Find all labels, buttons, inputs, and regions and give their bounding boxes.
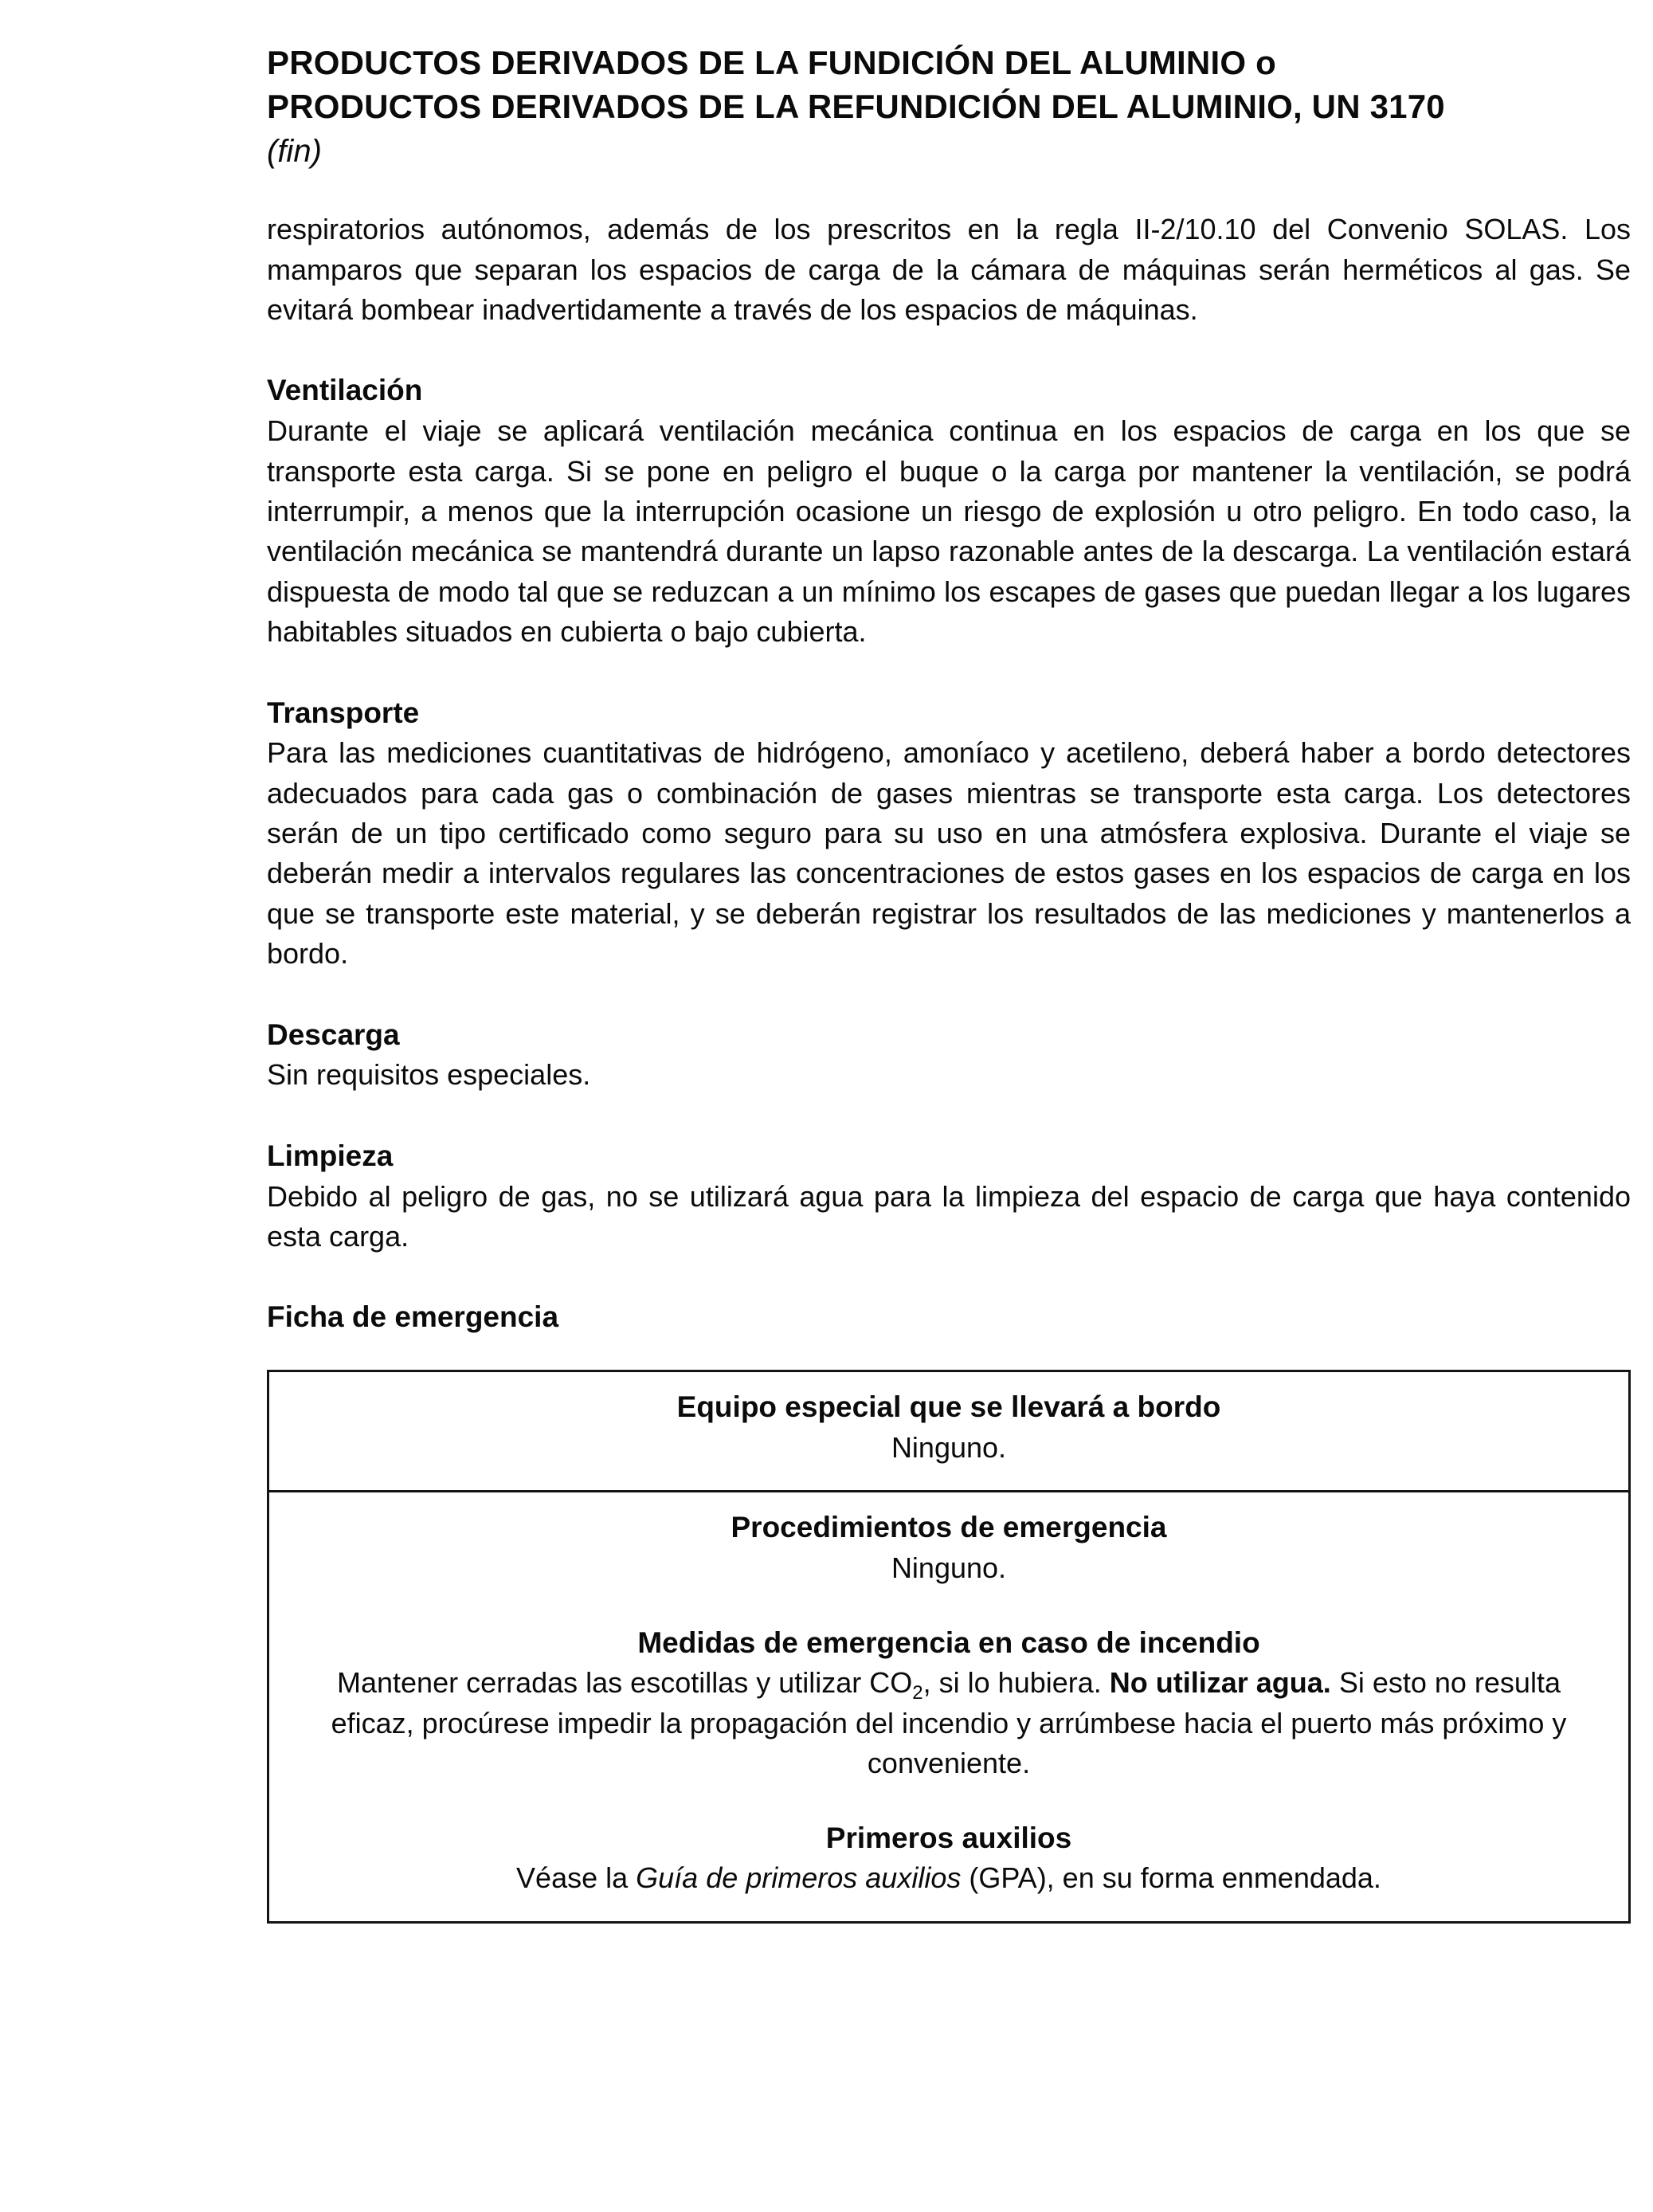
- emergency-card-table: [267, 1370, 1631, 1924]
- section-limpieza: [267, 1135, 1631, 1257]
- fire-measures-heading: Medidas de emergencia en caso de incendio: [637, 1626, 1260, 1659]
- section-heading-transporte: Transporte: [267, 696, 420, 729]
- section-body-ventilacion: Durante el viaje se aplicará ventilación mecánica continua en los espacios de carga en los que se transporte esta carga. Si se pone en peligro el buque o la carga por mantener la ventilación, se podrá interrumpir, a menos que la interrupción ocasione un riesgo de explosión u otro peligro. En todo caso, la ventilación mecánica se mantendrá durante un lapso razonable antes de la descarga. La ventilación estará dispuesta de modo tal que se reduzcan a un mínimo los escapes de gases que puedan llegar a los lugares habitables situados en cubierta o bajo cubierta.: [267, 414, 1631, 649]
- card-row-special-equipment: [269, 1372, 1628, 1490]
- first-aid-heading: Primeros auxilios: [825, 1821, 1072, 1854]
- first-aid-text: [292, 1858, 1606, 1898]
- section-ficha-de-emergencia: [267, 1296, 1631, 1338]
- section-heading-ficha-de-emergencia: Ficha de emergencia: [267, 1300, 559, 1334]
- section-body-transporte: Para las mediciones cuantitativas de hidrógeno, amoníaco y acetileno, deberá haber a bordo detectores adecuados para cada gas o combinación de gases mientras se transporte esta carga. Los detectores serán de un tipo certificado como seguro para su uso en una atmósfera explosiva. Durante el viaje se deberán medir a intervalos regulares las concentraciones de estos gases en los espacios de carga en los que se transporte este material, y se deberán registrar los resultados de las mediciones y mantenerlos a bordo.: [267, 736, 1631, 971]
- co2-subscript: 2: [912, 1682, 923, 1704]
- section-body-descarga: Sin requisitos especiales.: [267, 1058, 591, 1092]
- section-descarga: [267, 1014, 1631, 1096]
- intro-paragraph: respiratorios autónomos, además de los prescritos en la regla II-2/10.10 del Convenio SOLAS. Los mamparos que separan los espacios de carga de la cámara de máquinas serán herméticos al gas. Se evitará bombear inadvertidamente a través de los espacios de máquinas.: [267, 213, 1631, 326]
- first-aid-guide-title: Guía de primeros auxilios: [636, 1861, 962, 1895]
- section-transporte: [267, 692, 1631, 975]
- special-equipment-value: Ninguno.: [891, 1431, 1007, 1464]
- document-title: [267, 41, 1631, 128]
- title-continuation-note: (fin): [267, 134, 322, 170]
- fire-measures-text: [292, 1663, 1606, 1783]
- fire-text-middle: , si lo hubiera.: [922, 1666, 1110, 1700]
- section-heading-descarga: Descarga: [267, 1018, 400, 1051]
- section-heading-limpieza: Limpieza: [267, 1139, 394, 1172]
- section-heading-ventilacion: Ventilación: [267, 374, 423, 407]
- first-aid-text-start: Véase la: [516, 1861, 637, 1895]
- section-ventilacion: [267, 370, 1631, 652]
- title-line-2: PRODUCTOS DERIVADOS DE LA REFUNDICIÓN DEL ALUMINIO, UN 3170: [267, 87, 1445, 125]
- fire-text-no-water-warning: No utilizar agua.: [1109, 1666, 1331, 1700]
- document-content: [267, 41, 1631, 1924]
- section-body-limpieza: Debido al peligro de gas, no se utilizará agua para la limpieza del espacio de carga que haya contenido esta carga.: [267, 1179, 1631, 1253]
- fire-text-end: Si esto no resulta eficaz, procúrese impedir la propagación del incendio y arrúmbese hacia el puerto más próximo y conveniente.: [331, 1666, 1567, 1780]
- title-line-1: PRODUCTOS DERIVADOS DE LA FUNDICIÓN DEL ALUMINIO o: [267, 44, 1276, 81]
- first-aid-text-end: (GPA), en su forma enmendada.: [961, 1861, 1381, 1895]
- special-equipment-heading: Equipo especial que se llevará a bordo: [676, 1390, 1221, 1424]
- emergency-procedures-value: Ninguno.: [891, 1551, 1007, 1585]
- card-row-emergency-procedures: [269, 1490, 1628, 1920]
- emergency-procedures-heading: Procedimientos de emergencia: [731, 1511, 1167, 1544]
- fire-text-start: Mantener cerradas las escotillas y utilizar CO: [337, 1666, 913, 1700]
